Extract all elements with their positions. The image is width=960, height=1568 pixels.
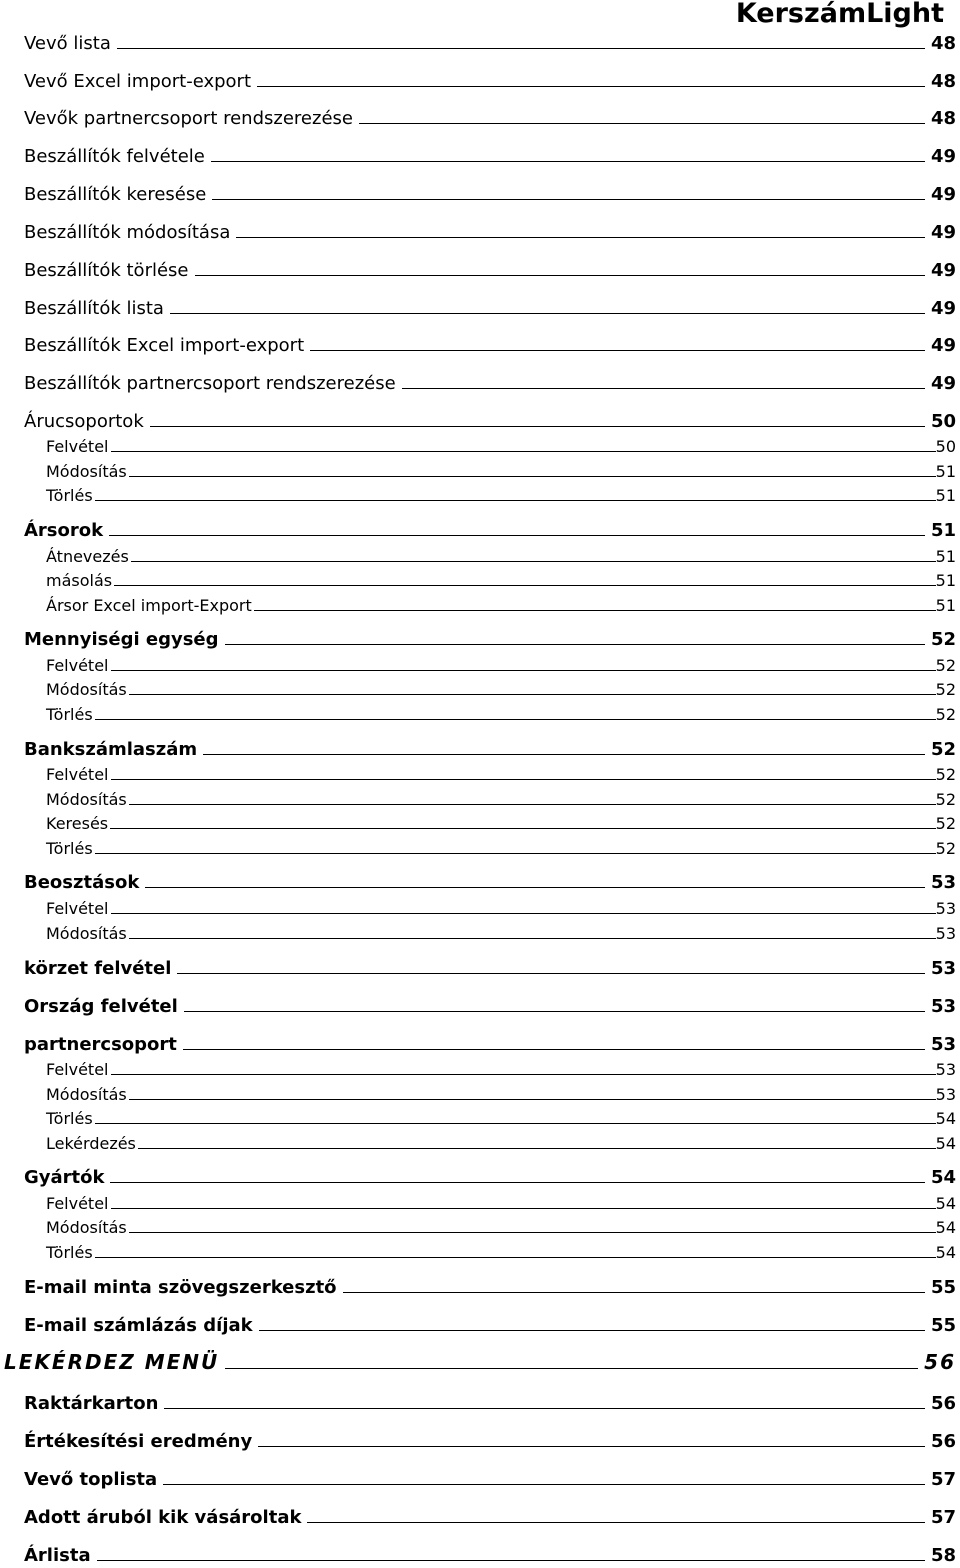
toc-leader-line <box>163 1484 925 1485</box>
toc-page-number: 54 <box>935 1109 956 1128</box>
toc-entry-label: Gyártók <box>24 1167 105 1188</box>
toc-leader-line <box>95 1257 936 1258</box>
toc-page-number: 55 <box>930 1277 956 1298</box>
toc-entry[interactable] <box>0 24 960 54</box>
toc-page-number: 49 <box>930 222 956 243</box>
toc-page-number: 53 <box>930 958 956 979</box>
toc-page-number: 51 <box>935 462 956 481</box>
toc-entry-label: Vevő lista <box>24 33 111 54</box>
toc-leader-line <box>257 86 925 87</box>
toc-page-number: 57 <box>930 1507 956 1528</box>
toc-page-number: 50 <box>935 437 956 456</box>
toc-page-number: 50 <box>930 411 956 432</box>
toc-page-number: 49 <box>930 260 956 281</box>
toc-page-number: 52 <box>930 739 956 760</box>
toc-entry-label: Beszállítók lista <box>24 298 164 319</box>
toc-entry-label: Törlés <box>46 1243 93 1262</box>
toc-leader-line <box>95 719 936 720</box>
toc-entry-label: Beszállítók felvétele <box>24 146 205 167</box>
toc-entry-label: Keresés <box>46 814 109 833</box>
toc-entry-label: Törlés <box>46 705 93 724</box>
toc-page-number: 49 <box>930 184 956 205</box>
toc-leader-line <box>259 1330 925 1331</box>
toc-page-number: 54 <box>935 1243 956 1262</box>
toc-entry[interactable] <box>0 251 960 281</box>
toc-leader-line <box>184 1011 925 1012</box>
toc-leader-line <box>254 610 936 611</box>
toc-entry-label: partnercsoport <box>24 1034 177 1055</box>
toc-entry-label: Vevő Excel import-export <box>24 71 252 92</box>
toc-page-number: 56 <box>930 1431 956 1452</box>
toc-entry[interactable] <box>0 828 960 858</box>
toc-page-number: 54 <box>935 1194 956 1213</box>
toc-entry-label: Vevő toplista <box>24 1469 158 1490</box>
toc-entry-label: Beszállítók módosítása <box>24 222 231 243</box>
toc-page-number: 53 <box>935 1085 956 1104</box>
toc-entry-label: Beszállítók partnercsoport rendszerezése <box>24 373 396 394</box>
toc-entry-label: Beszállítók törlése <box>24 260 189 281</box>
toc-entry[interactable] <box>0 987 960 1017</box>
toc-entry-label: másolás <box>46 571 113 590</box>
toc-page-number: 48 <box>930 33 956 54</box>
toc-page-number: 52 <box>935 765 956 784</box>
toc-entry[interactable] <box>0 1232 960 1262</box>
toc-page-number: 49 <box>930 373 956 394</box>
toc-entry-label: Felvétel <box>46 1060 109 1079</box>
toc-page-number: 53 <box>930 1034 956 1055</box>
toc-entry-label: Adott áruból kik vásároltak <box>24 1507 302 1528</box>
toc-entry-label: Ország felvétel <box>24 996 178 1017</box>
toc-leader-line <box>95 853 936 854</box>
toc-entry-label: Árucsoportok <box>24 411 144 432</box>
toc-entry-label: Módosítás <box>46 680 127 699</box>
toc-entry-label: Árlista <box>24 1545 91 1566</box>
toc-entry[interactable] <box>0 1422 960 1452</box>
toc-page-number: 49 <box>930 298 956 319</box>
toc-leader-line <box>212 199 925 200</box>
toc-page-number: 54 <box>930 1167 956 1188</box>
toc-entry-label: Vevők partnercsoport rendszerezése <box>24 108 353 129</box>
toc-entry-label: Értékesítési eredmény <box>24 1431 253 1452</box>
toc-entry[interactable] <box>0 213 960 243</box>
toc-page-number: 48 <box>930 108 956 129</box>
toc-page-number: 58 <box>930 1545 956 1566</box>
toc-leader-line <box>129 938 936 939</box>
toc-leader-line <box>236 237 925 238</box>
toc-entry-label: Felvétel <box>46 656 109 675</box>
toc-page-number: 49 <box>930 335 956 356</box>
toc-entry[interactable] <box>0 99 960 129</box>
toc-page-number: 51 <box>935 486 956 505</box>
toc-entry-label: Beszállítók keresése <box>24 184 207 205</box>
toc-entry[interactable] <box>0 1344 960 1374</box>
toc-page-number: 52 <box>935 790 956 809</box>
toc-entry-label: Raktárkarton <box>24 1393 159 1414</box>
toc-entry-label: Törlés <box>46 486 93 505</box>
toc-entry-label: Módosítás <box>46 462 127 481</box>
toc-entry[interactable] <box>0 175 960 205</box>
toc-page-number: 52 <box>935 839 956 858</box>
toc-leader-line <box>359 123 925 124</box>
toc-leader-line <box>177 973 925 974</box>
toc-page-number: 53 <box>930 872 956 893</box>
toc-page-number: 54 <box>935 1218 956 1237</box>
toc-leader-line <box>310 350 925 351</box>
toc-entry-label: Mennyiségi egység <box>24 629 219 650</box>
toc-entry-label: Beosztások <box>24 872 140 893</box>
toc-entry-label: Módosítás <box>46 790 127 809</box>
toc-leader-line <box>258 1446 925 1447</box>
toc-entry-label: Ársor Excel import-Export <box>46 596 252 615</box>
toc-leader-line <box>307 1522 925 1523</box>
toc-page-number: 53 <box>935 924 956 943</box>
toc-entry-label: Bankszámlaszám <box>24 739 198 760</box>
toc-entry-label: Lekérdezés <box>46 1134 136 1153</box>
toc-page-number: 52 <box>935 680 956 699</box>
toc-entry[interactable] <box>0 949 960 979</box>
toc-leader-line <box>170 313 925 314</box>
toc-entry[interactable] <box>0 364 960 394</box>
toc-entry[interactable] <box>0 1306 960 1336</box>
toc-leader-line <box>95 500 936 501</box>
toc-entry[interactable] <box>0 585 960 615</box>
toc-leader-line <box>164 1408 925 1409</box>
toc-page-number: 54 <box>935 1134 956 1153</box>
toc-page-number: 55 <box>930 1315 956 1336</box>
toc-leader-line <box>211 161 925 162</box>
toc-entry-label: Módosítás <box>46 924 127 943</box>
toc-entry-label: Módosítás <box>46 1218 127 1237</box>
toc-page-number: 56 <box>930 1393 956 1414</box>
toc-entry-label: E-mail minta szövegszerkesztő <box>24 1277 337 1298</box>
toc-page-number: 53 <box>935 1060 956 1079</box>
toc-leader-line <box>117 48 925 49</box>
toc-entry-label: Felvétel <box>46 899 109 918</box>
toc-entry-label: Törlés <box>46 1109 93 1128</box>
toc-entry-label: körzet felvétel <box>24 958 172 979</box>
toc-entry[interactable] <box>0 1498 960 1528</box>
toc-page-number: 52 <box>930 629 956 650</box>
toc-leader-line <box>225 1368 918 1369</box>
toc-leader-line <box>402 388 925 389</box>
toc-page-number: 51 <box>930 520 956 541</box>
toc-entry-label: Felvétel <box>46 437 109 456</box>
toc-page-number: 56 <box>924 1350 956 1374</box>
toc-page-number: 53 <box>935 899 956 918</box>
toc-entry-label: Módosítás <box>46 1085 127 1104</box>
toc-page-number: 51 <box>935 596 956 615</box>
toc-entry[interactable] <box>0 1384 960 1414</box>
toc-entry-label: Felvétel <box>46 765 109 784</box>
toc-page-number: 52 <box>935 656 956 675</box>
toc-entry[interactable] <box>0 1536 960 1566</box>
toc-entry-label: LEKÉRDEZ MENÜ <box>4 1350 220 1374</box>
toc-leader-line <box>97 1560 925 1561</box>
toc-entry[interactable] <box>0 1460 960 1490</box>
toc-entry[interactable] <box>0 1123 960 1153</box>
toc-entry-label: Ársorok <box>24 520 104 541</box>
toc-entry[interactable] <box>0 289 960 319</box>
toc-entry[interactable] <box>0 137 960 167</box>
toc-leader-line <box>138 1148 936 1149</box>
toc-leader-line <box>195 275 925 276</box>
toc-entry-label: E-mail számlázás díjak <box>24 1315 253 1336</box>
toc-entry[interactable] <box>0 62 960 92</box>
toc-page-number: 52 <box>935 705 956 724</box>
toc-page-number: 51 <box>935 547 956 566</box>
toc-page-number: 51 <box>935 571 956 590</box>
toc-page-number: 49 <box>930 146 956 167</box>
toc-page-number: 48 <box>930 71 956 92</box>
toc-entry-label: Beszállítók Excel import-export <box>24 335 305 356</box>
toc-entry[interactable] <box>0 1268 960 1298</box>
toc-entry-label: Felvétel <box>46 1194 109 1213</box>
toc-entry[interactable] <box>0 694 960 724</box>
toc-page-number: 53 <box>930 996 956 1017</box>
toc-entry[interactable] <box>0 913 960 943</box>
toc-entry[interactable] <box>0 326 960 356</box>
toc-entry-label: Átnevezés <box>46 547 129 566</box>
page-title: KerszámLight <box>735 0 944 29</box>
toc-page-number: 52 <box>935 814 956 833</box>
toc-entry-label: Törlés <box>46 839 93 858</box>
toc-leader-line <box>343 1292 925 1293</box>
toc-entry[interactable] <box>0 475 960 505</box>
toc-page-number: 57 <box>930 1469 956 1490</box>
